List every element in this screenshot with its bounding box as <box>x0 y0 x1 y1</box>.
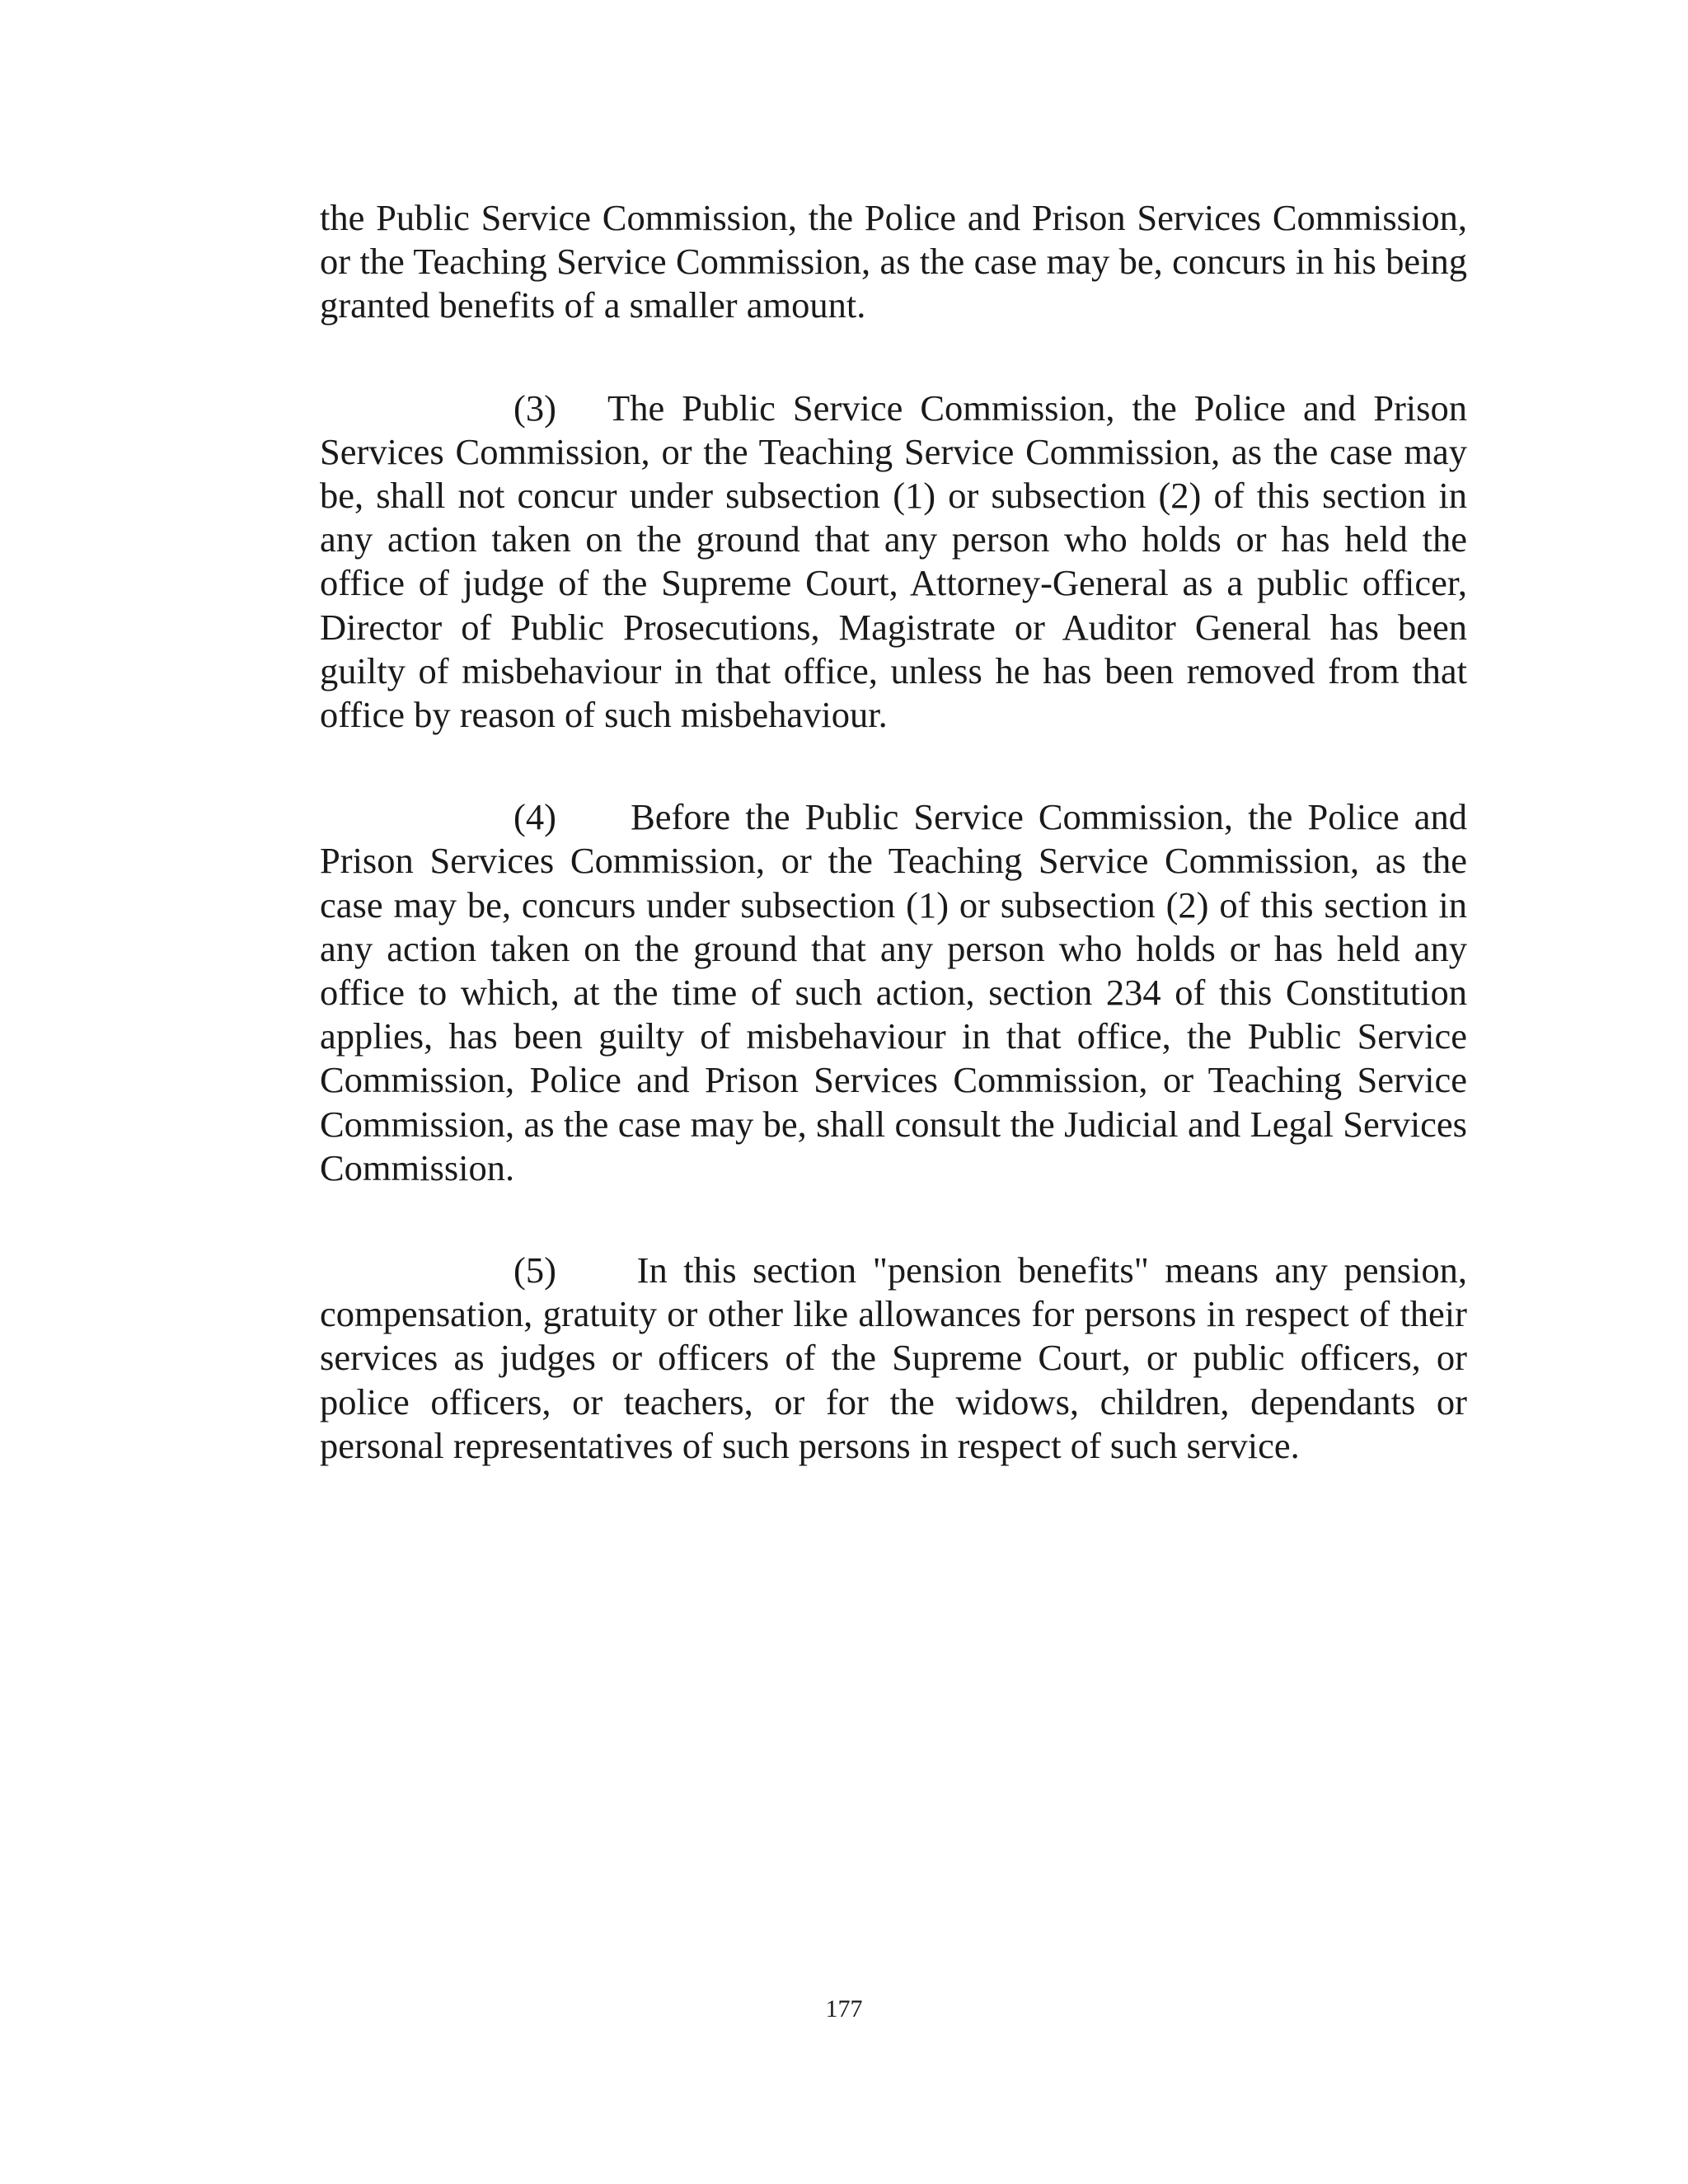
subsection-number: (5) <box>513 1249 556 1291</box>
paragraph-subsection-4 <box>320 795 1467 1190</box>
paragraph-text: the Public Service Commission, the Police and Prison Services Commission, or the Teaching Service Commission, as the case may be, concurs in his being granted benefits of a smaller amount. <box>320 197 1467 326</box>
document-body <box>320 196 1467 1526</box>
subsection-number: (3) <box>513 387 556 429</box>
page-number: 177 <box>825 1995 863 2022</box>
paragraph-text: The Public Service Commission, the Police and Prison Services Commission, or the Teaching Service Commission, as the case may be, shall not concur under subsection (1) or subsection (2) of this section in any action taken on the ground that any person who holds or has held the office of judge of the Supreme Court, Attorney-General as a public officer, Director of Public Prosecutions, Magistrate or Auditor General has been guilty of misbehaviour in that office, unless he has been removed from that office by reason of such misbehaviour. <box>320 387 1467 736</box>
paragraph-subsection-3 <box>320 387 1467 738</box>
paragraph-text: In this section "pension benefits" means any pension, compensation, gratuity or other like allowances for persons in respect of their services as judges or officers of the Supreme Court, or public officers, or police officers, or teachers, or for the widows, children, dependants or personal representatives of such persons in respect of such service. <box>320 1249 1468 1466</box>
paragraph-text: Before the Public Service Commission, the Police and Prison Services Commission, or the Teaching Service Commission, as the case may be, concurs under subsection (1) or subsection (2) of this section in any action taken on the ground that any person who holds or has held any office to which, at the time of such action, section 234 of this Constitution applies, has been guilty of misbehaviour in that office, the Public Service Commission, Police and Prison Services Commission, or Teaching Service Commission, as the case may be, shall consult the Judicial and Legal Services Commission. <box>320 796 1467 1188</box>
paragraph-continuation <box>320 196 1467 328</box>
paragraph-subsection-5 <box>320 1249 1467 1468</box>
subsection-number: (4) <box>513 796 556 838</box>
